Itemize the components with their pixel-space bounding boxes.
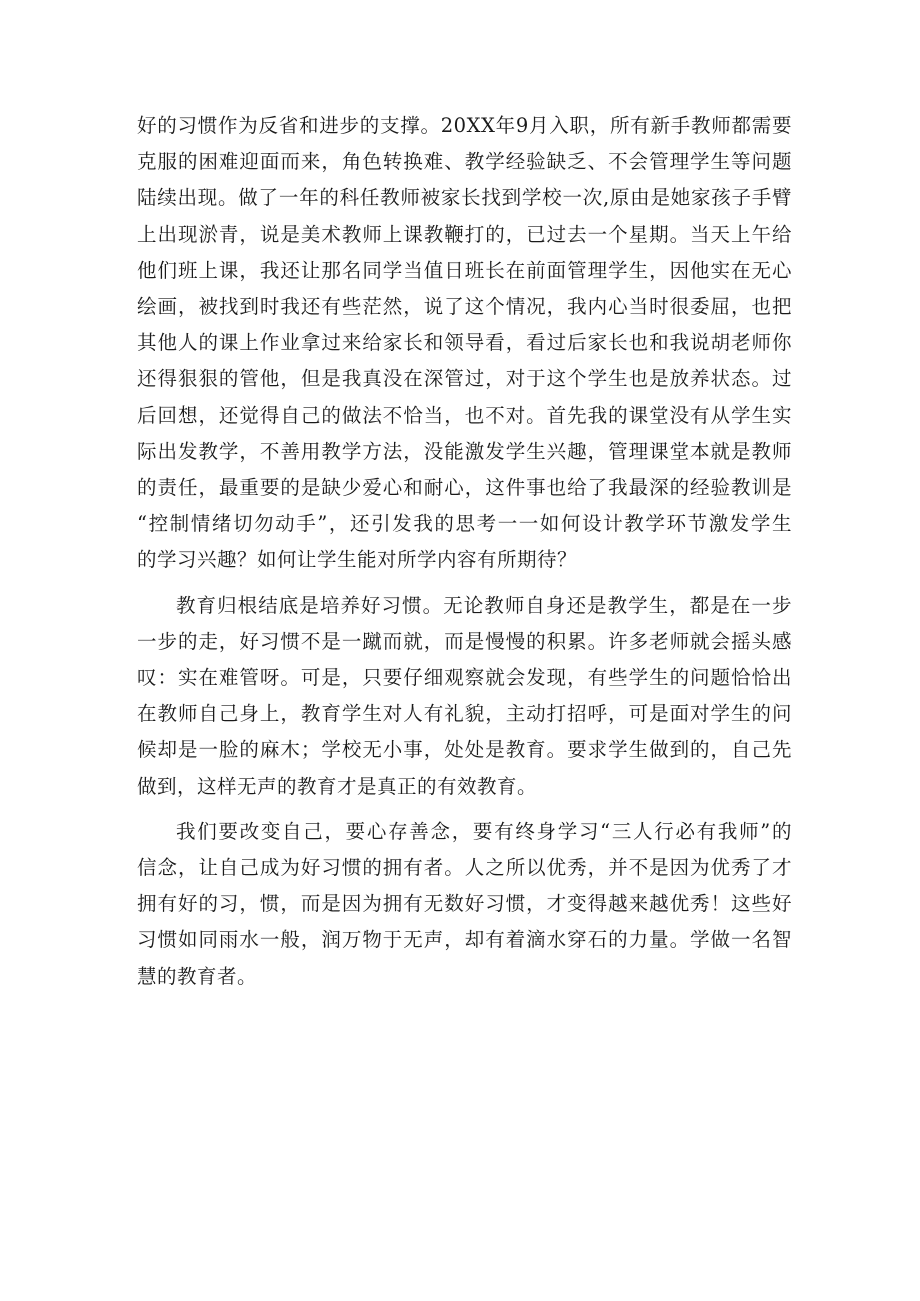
text-line: 好的习惯作为反省和进步的支撑。20XX年9月入职，所有新手教师都需要 (137, 114, 792, 137)
text-line: 他们班上课，我还让那名同学当值日班长在前面管理学生，因他实在无心 (137, 258, 792, 282)
paragraph-spacer (137, 805, 792, 814)
text-line: 教育归根结底是培养好习惯。无论教师自身还是教学生，都是在一步 (176, 593, 792, 617)
text-line: 其他人的课上作业拿过来给家长和领导看，看过后家长也和我说胡老师你 (137, 331, 792, 355)
text-line: 慧的教育者。 (137, 964, 258, 988)
paragraph-1 (137, 108, 792, 579)
text-line: 在教师自己身上，教育学生对人有礼貌，主动打招呼，可是面对学生的问 (137, 702, 792, 726)
paragraph-spacer (137, 579, 792, 588)
text-line: 还得狠狠的管他，但是我真没在深管过，对于这个学生也是放养状态。过 (137, 367, 792, 391)
paragraph-3 (137, 814, 792, 995)
text-line: 后回想，还觉得自己的做法不恰当，也不对。首先我的课堂没有从学生实 (137, 403, 792, 427)
text-line: 的学习兴趣？如何让学生能对所学内容有所期待？ (137, 548, 578, 572)
text-line: 陆续出现。做了一年的科任教师被家长找到学校一次,原由是她家孩子手臂 (137, 186, 792, 210)
text-line: 际出发教学，不善用教学方法，没能激发学生兴趣，管理课堂本就是教师 (137, 439, 792, 463)
text-line: 信念，让自己成为好习惯的拥有者。人之所以优秀，并不是因为优秀了才 (137, 856, 792, 880)
text-line: 一步的走，好习惯不是一蹴而就，而是慢慢的积累。许多老师就会摇头感 (137, 629, 792, 653)
text-line: 我们要改变自己，要心存善念，要有终身学习“三人行必有我师”的 (176, 819, 792, 843)
text-line: 绘画，被找到时我还有些茫然，说了这个情况，我内心当时很委屈，也把 (137, 295, 792, 319)
text-line: 拥有好的习，惯，而是因为拥有无数好习惯，才变得越来越优秀！这些好 (137, 892, 792, 916)
text-line: 的责任，最重要的是缺少爱心和耐心，这件事也给了我最深的经验教训是 (137, 476, 792, 500)
text-line: “控制情绪切勿动手”，还引发我的思考一一如何设计教学环节激发学生 (137, 512, 792, 536)
paragraph-2 (137, 588, 792, 805)
text-line: 习惯如同雨水一般，润万物于无声，却有着滴水穿石的力量。学做一名智 (137, 928, 792, 952)
text-line: 做到，这样无声的教育才是真正的有效教育。 (137, 774, 538, 798)
text-line: 上出现淤青，说是美术教师上课教鞭打的，已过去一个星期。当天上午给 (137, 222, 792, 246)
text-line: 候却是一脸的麻木；学校无小事，处处是教育。要求学生做到的，自己先 (137, 738, 792, 762)
text-line: 克服的困难迎面而来，角色转换难、教学经验缺乏、不会管理学生等问题 (137, 150, 792, 174)
document-body (137, 108, 792, 995)
text-line: 叹：实在难管呀。可是，只要仔细观察就会发现，有些学生的问题恰恰出 (137, 666, 792, 690)
